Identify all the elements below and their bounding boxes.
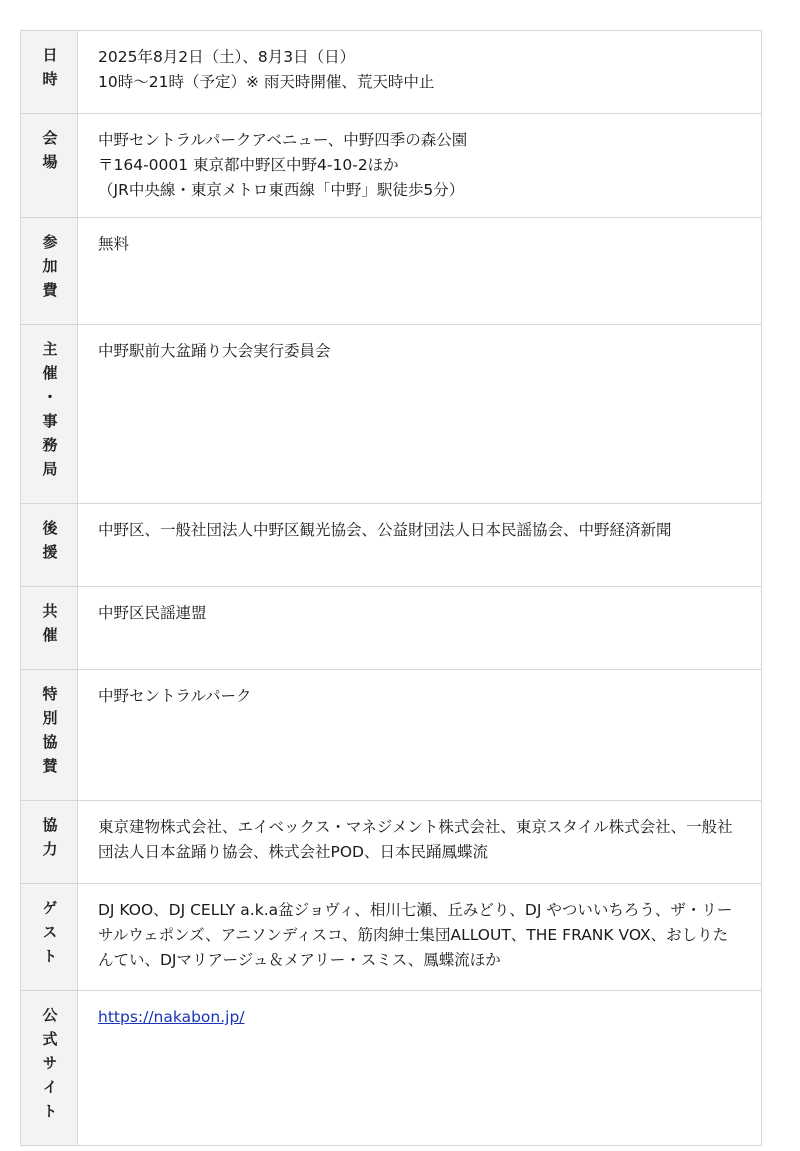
row-label-cell (21, 31, 78, 114)
row-value-cell (78, 670, 762, 801)
row-value-cell (78, 884, 762, 991)
row-value-cell (78, 114, 762, 218)
row-value-cell (78, 504, 762, 587)
venue-name: 中野セントラルパークアベニュー、中野四季の森公園 (98, 131, 468, 149)
datetime-dates: 2025年8月2日（土）、8月3日（日） (98, 48, 356, 66)
cohost-value: 中野区民謡連盟 (98, 604, 207, 622)
organizer-value: 中野駅前大盆踊り大会実行委員会 (98, 342, 331, 360)
row-cooperation (21, 801, 762, 884)
row-venue (21, 114, 762, 218)
venue-access: （JR中央線・東京メトロ東西線「中野」駅徒歩5分） (98, 181, 465, 199)
row-guests (21, 884, 762, 991)
row-value-cell (78, 801, 762, 884)
row-value-cell (78, 31, 762, 114)
datetime-hours: 10時～21時（予定）※ 雨天時開催、荒天時中止 (98, 73, 435, 91)
row-label-cell (21, 884, 78, 991)
row-datetime (21, 31, 762, 114)
row-official-site (21, 991, 762, 1146)
row-label-cell (21, 991, 78, 1146)
fee-value: 無料 (98, 235, 130, 253)
cooperation-label: 協力 (40, 817, 59, 865)
row-label-cell (21, 504, 78, 587)
event-info-table (20, 30, 762, 1146)
support-value: 中野区、一般社団法人中野区観光協会、公益財団法人日本民謡協会、中野経済新聞 (98, 521, 672, 539)
row-label-cell (21, 670, 78, 801)
row-special-sponsor (21, 670, 762, 801)
row-value-cell (78, 325, 762, 504)
guests-label: ゲスト (40, 900, 59, 972)
row-label-cell (21, 218, 78, 325)
guests-value: DJ KOO、DJ CELLY a.k.a盆ジョヴィ、相川七瀬、丘みどり、DJ やついいちろう、ザ・リーサルウェポンズ、アニソンディスコ、筋肉紳士集団ALLOUT、THE FRANK VOX、おしりたんてい、DJマリアージュ＆メアリー・スミス、鳳蝶流ほか (98, 901, 733, 969)
cooperation-value: 東京建物株式会社、エイベックス・マネジメント株式会社、東京スタイル株式会社、一般社団法人日本盆踊り協会、株式会社POD、日本民踊鳳蝶流 (98, 818, 733, 861)
special-sponsor-value: 中野セントラルパーク (98, 687, 252, 705)
row-value-cell (78, 991, 762, 1146)
row-cohost (21, 587, 762, 670)
row-support (21, 504, 762, 587)
support-label: 後援 (40, 520, 59, 568)
row-label-cell (21, 801, 78, 884)
row-label-cell (21, 114, 78, 218)
fee-label: 参加費 (40, 234, 59, 306)
organizer-label: 主催・事務局 (40, 341, 59, 485)
official-site-label: 公式サイト (40, 1007, 59, 1127)
venue-address: 〒164-0001 東京都中野区中野4-10-2ほか (98, 156, 399, 174)
cohost-label: 共催 (40, 603, 59, 651)
official-site-link[interactable]: https://nakabon.jp/ (98, 1008, 245, 1026)
row-label-cell (21, 325, 78, 504)
row-fee (21, 218, 762, 325)
venue-label: 会場 (40, 130, 59, 178)
datetime-label: 日時 (40, 47, 59, 95)
row-value-cell (78, 587, 762, 670)
row-organizer (21, 325, 762, 504)
special-sponsor-label: 特別協賛 (40, 686, 59, 782)
row-value-cell (78, 218, 762, 325)
row-label-cell (21, 587, 78, 670)
